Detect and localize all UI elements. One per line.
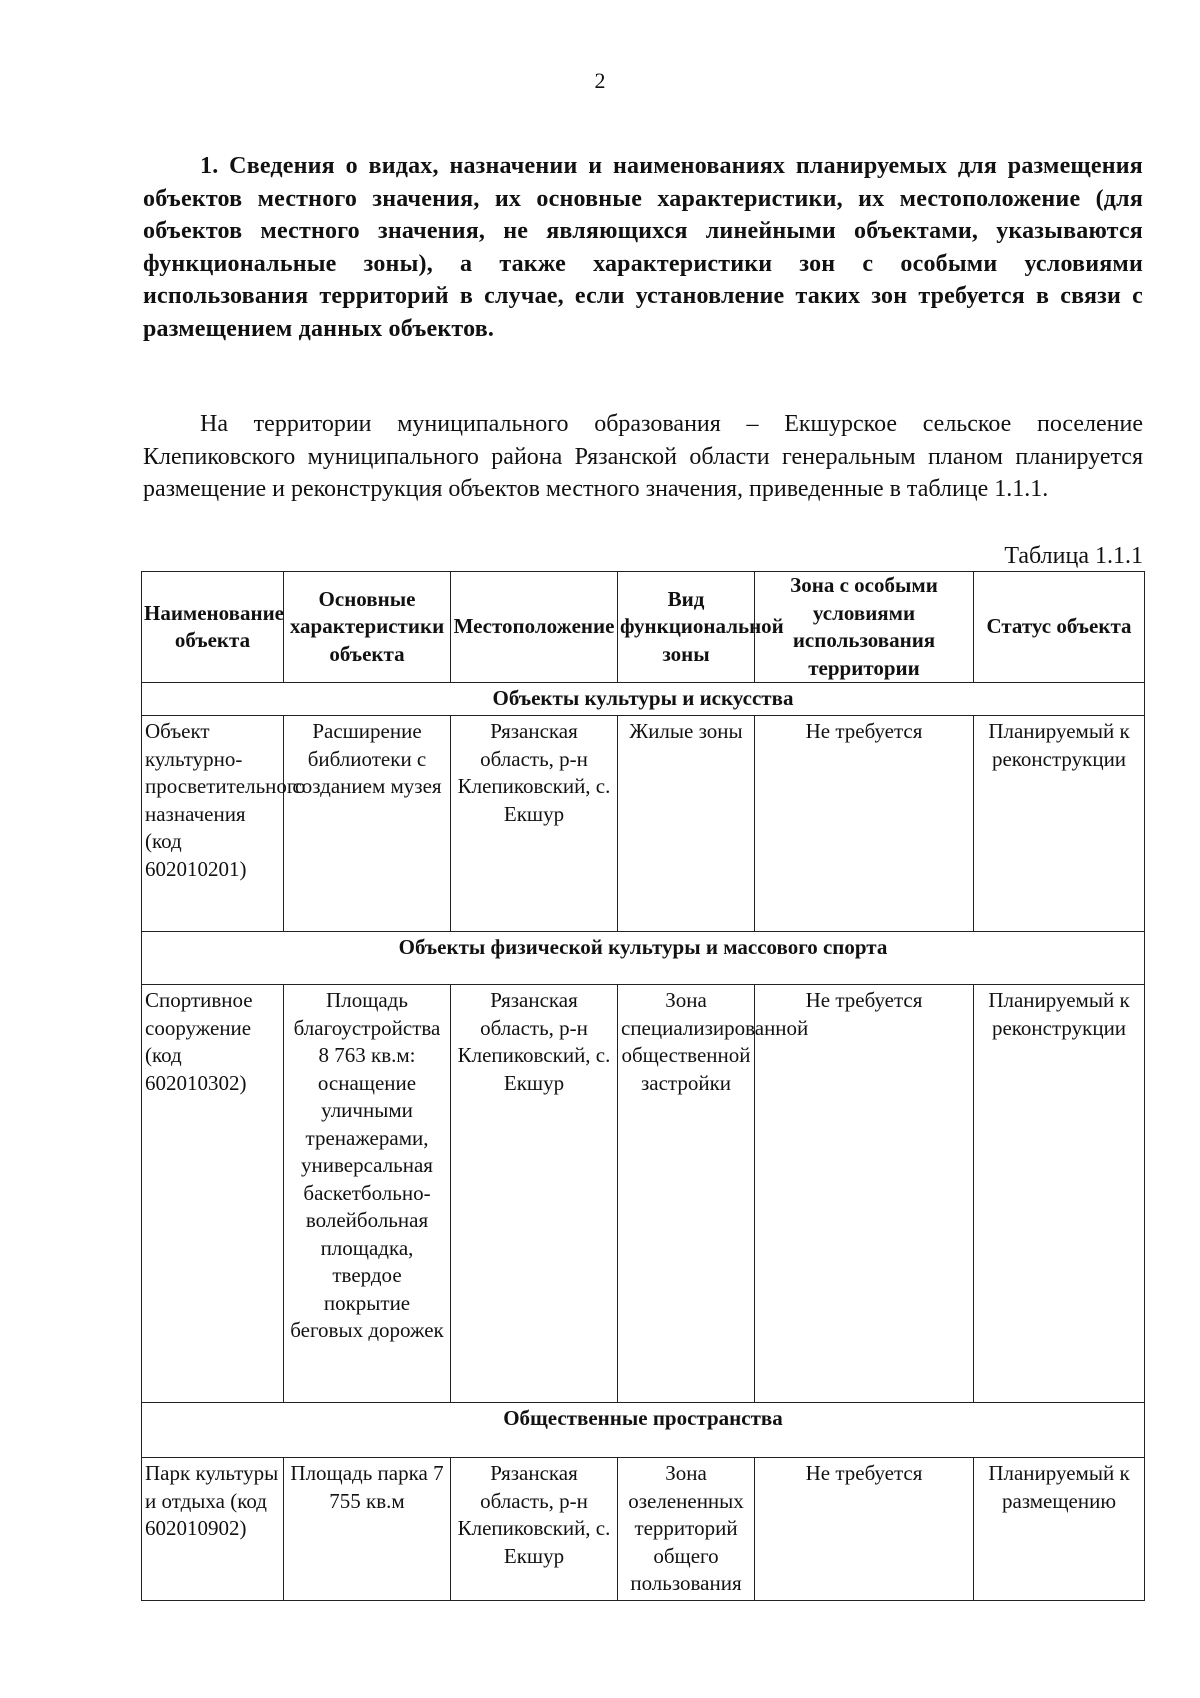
cell-characteristics: Площадь парка 7 755 кв.м (284, 1458, 451, 1601)
table-row (142, 985, 1145, 1403)
header-cell: Вид функциональной зоны (618, 572, 755, 683)
cell-special-zone: Не требуется (755, 985, 974, 1403)
cell-zone-type: Зона озелененных территорий общего пользования (618, 1458, 755, 1601)
cell-special-zone: Не требуется (755, 1458, 974, 1601)
cell-object-name: Объект культурно-просветительного назначения (код 602010201) (142, 716, 284, 932)
table-header-row (142, 572, 1145, 683)
header-cell: Зона с особыми условиями использования территории (755, 572, 974, 683)
cell-location: Рязанская область, р-н Клепиковский, с. Екшур (451, 1458, 618, 1601)
table-row (142, 1458, 1145, 1601)
section-heading: 1. Сведения о видах, назначении и наименованиях планируемых для размещения объектов местного значения, их основные характеристики, их местоположение (для объектов местного значения, не являющихся линейными объектами, указываются функциональные зоны), а также характеристики зон с особыми условиями использования территорий в случае, если установление таких зон требуется в связи с размещением данных объектов. (143, 153, 1143, 342)
table-caption: Таблица 1.1.1 (1004, 543, 1143, 569)
cell-status: Планируемый к реконструкции (974, 985, 1145, 1403)
table-row (142, 716, 1145, 932)
cell-zone-type: Зона специализированной общественной застройки (618, 985, 755, 1403)
header-cell: Основные характеристики объекта (284, 572, 451, 683)
section-row (142, 932, 1145, 985)
cell-object-name: Спортивное сооружение (код 602010302) (142, 985, 284, 1403)
section-title: Объекты культуры и искусства (142, 683, 1145, 716)
cell-object-name: Парк культуры и отдыха (код 602010902) (142, 1458, 284, 1601)
section-title: Общественные пространства (142, 1403, 1145, 1458)
section-row (142, 1403, 1145, 1458)
cell-special-zone: Не требуется (755, 716, 974, 932)
cell-characteristics: Расширение библиотеки с созданием музея (284, 716, 451, 932)
cell-status: Планируемый к размещению (974, 1458, 1145, 1601)
section-row (142, 683, 1145, 716)
header-cell: Местоположение (451, 572, 618, 683)
cell-status: Планируемый к реконструкции (974, 716, 1145, 932)
objects-table (141, 571, 1145, 1601)
cell-location: Рязанская область, р-н Клепиковский, с. Екшур (451, 716, 618, 932)
cell-location: Рязанская область, р-н Клепиковский, с. Екшур (451, 985, 618, 1403)
intro-paragraph: На территории муниципального образования – Екшурское сельское поселение Клепиковского муниципального района Рязанской области генеральным планом планируется размещение и реконструкция объектов местного значения, приведенные в таблице 1.1.1. (143, 411, 1143, 502)
section-title: Объекты физической культуры и массового спорта (142, 932, 1145, 985)
cell-zone-type: Жилые зоны (618, 716, 755, 932)
cell-characteristics: Площадь благоустройства 8 763 кв.м: оснащение уличными тренажерами, универсальная баскетбольно-волейбольная площадка, твердое покрытие беговых дорожек (284, 985, 451, 1403)
header-cell: Наименование объекта (142, 572, 284, 683)
header-cell: Статус объекта (974, 572, 1145, 683)
page-number: 2 (594, 68, 606, 93)
